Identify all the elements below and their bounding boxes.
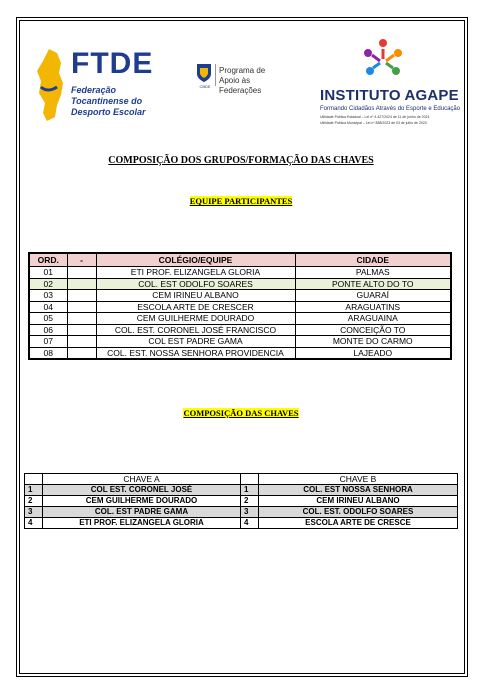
agape-subtitle: Formando Cidadãos Através do Esporte e Educação	[320, 106, 461, 112]
cell-equipe: COL EST PADRE GAMA	[96, 336, 295, 348]
table-row	[29, 278, 451, 290]
cell-equipe: ETI PROF. ELIZANGELA GLORIA	[96, 267, 295, 279]
table-row	[25, 518, 458, 529]
cell-equipe: COL. EST. NOSSA SENHORA PROVIDENCIA	[96, 347, 295, 359]
chave-a-team: COL. EST PADRE GAMA	[43, 507, 241, 518]
chave-a-num: 1	[25, 485, 43, 496]
table-row	[25, 485, 458, 496]
header-ord: ORD.	[29, 253, 67, 267]
tocantins-map-icon	[35, 47, 67, 123]
agape-law-line-2: Utilidade Pública Municipal – Lei nº 888/2023 de 03 de julho de 2023	[320, 121, 427, 125]
cell-cidade: CONCEIÇÃO TO	[295, 324, 451, 336]
chaves-header-row	[25, 474, 458, 485]
chave-b-num: 1	[241, 485, 259, 496]
chave-a-num: 3	[25, 507, 43, 518]
cell-cidade: PONTE ALTO DO TO	[295, 278, 451, 290]
cell-dash	[67, 313, 96, 325]
cell-ord: 02	[29, 278, 67, 290]
table-row	[29, 301, 451, 313]
ftde-logo	[33, 41, 159, 127]
agape-logo	[320, 35, 461, 130]
section-title-equipe-text: EQUIPE PARTICIPANTES	[189, 196, 293, 206]
chave-a-team: CEM GUILHERME DOURADO	[43, 496, 241, 507]
table-row	[29, 324, 451, 336]
chave-b-header: CHAVE B	[259, 474, 458, 485]
cell-ord: 07	[29, 336, 67, 348]
ftde-wordmark: FTDE	[71, 47, 154, 80]
cbde-shield-icon	[195, 62, 213, 84]
cell-equipe: ESCOLA ARTE DE CRESCER	[96, 301, 295, 313]
chave-a-team: COL EST. CORONEL JOSÉ	[43, 485, 241, 496]
cell-ord: 04	[29, 301, 67, 313]
section-title-chaves	[0, 408, 482, 418]
table-row	[29, 313, 451, 325]
chave-b-num: 2	[241, 496, 259, 507]
chave-b-team: CEM IRINEU ALBANO	[259, 496, 458, 507]
header-dash: -	[67, 253, 96, 267]
cell-cidade: GUARAÍ	[295, 290, 451, 302]
participants-header-row	[29, 253, 451, 267]
chave-b-num: 4	[241, 518, 259, 529]
cell-ord: 06	[29, 324, 67, 336]
cbde-mark-text: CBDE	[199, 84, 211, 89]
agape-people-icon	[358, 35, 408, 85]
table-row	[29, 290, 451, 302]
cell-dash	[67, 347, 96, 359]
cell-ord: 03	[29, 290, 67, 302]
document-title: COMPOSIÇÃO DOS GRUPOS/FORMAÇÃO DAS CHAVES	[108, 155, 374, 166]
cell-dash	[67, 336, 96, 348]
table-row	[29, 347, 451, 359]
header-cidade: CIDADE	[295, 253, 451, 267]
cell-equipe: COL. EST. CORONEL JOSÉ FRANCISCO	[96, 324, 295, 336]
agape-law-line-1: Utilidade Pública Estadual – Lei nº 4.427/2024 de 11 de junho de 2024	[320, 115, 430, 119]
section-title-chaves-text: COMPOSIÇÃO DAS CHAVES	[183, 408, 299, 418]
header-equipe: COLÉGIO/EQUIPE	[96, 253, 295, 267]
cell-dash	[67, 290, 96, 302]
chave-a-num: 4	[25, 518, 43, 529]
table-row	[25, 496, 458, 507]
participants-table	[28, 252, 452, 360]
cbde-tagline: Programa de Apoio às Federações	[219, 66, 266, 95]
chaves-table	[24, 473, 458, 529]
chave-b-team: ESCOLA ARTE DE CRESCE	[259, 518, 458, 529]
table-row	[29, 267, 451, 279]
cell-dash	[67, 267, 96, 279]
cell-cidade: PALMAS	[295, 267, 451, 279]
cell-dash	[67, 301, 96, 313]
chave-b-team: COL. EST. ODOLFO SOARES	[259, 507, 458, 518]
cell-equipe: CEM GUILHERME DOURADO	[96, 313, 295, 325]
chave-a-team: ETI PROF. ELIZANGELA GLORIA	[43, 518, 241, 529]
cell-equipe: COL. EST ODOLFO SOARES	[96, 278, 295, 290]
cell-dash	[67, 324, 96, 336]
chave-b-num: 3	[241, 507, 259, 518]
chaves-header-blank-a	[25, 474, 43, 485]
cbde-logo	[195, 62, 285, 95]
cell-ord: 01	[29, 267, 67, 279]
table-row	[25, 507, 458, 518]
chaves-header-blank-b	[241, 474, 259, 485]
cell-cidade: ARAGUAINA	[295, 313, 451, 325]
cell-ord: 05	[29, 313, 67, 325]
cell-ord: 08	[29, 347, 67, 359]
section-title-equipe	[0, 196, 482, 206]
chave-a-num: 2	[25, 496, 43, 507]
cell-cidade: MONTE DO CARMO	[295, 336, 451, 348]
cbde-separator	[215, 64, 216, 86]
agape-title: INSTITUTO AGAPE	[320, 87, 459, 104]
cell-cidade: ARAGUATINS	[295, 301, 451, 313]
cell-dash	[67, 278, 96, 290]
table-row	[29, 336, 451, 348]
ftde-subtitle: Federação Tocantinense do Desporto Escolar	[71, 85, 146, 117]
cell-equipe: CEM IRINEU ALBANO	[96, 290, 295, 302]
chave-b-team: COL. EST NOSSA SENHORA	[259, 485, 458, 496]
chave-a-header: CHAVE A	[43, 474, 241, 485]
cell-cidade: LAJEADO	[295, 347, 451, 359]
